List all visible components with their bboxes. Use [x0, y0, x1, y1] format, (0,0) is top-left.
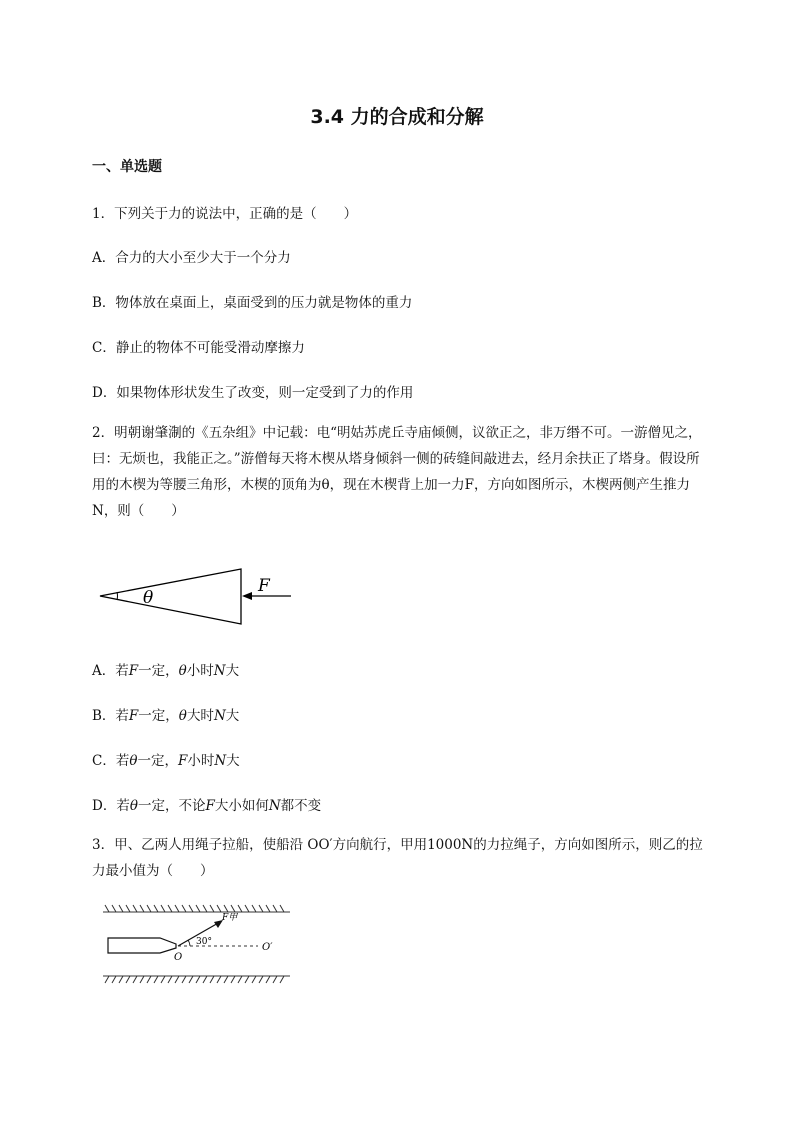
page-title: 3.4 力的合成和分解 [310, 106, 484, 128]
point-o-prime-label: O′ [262, 942, 273, 953]
q2-stem: 2．明朝谢肇淛的《五杂组》中记载：电“明姑苏虎丘寺庙倾侧，议欲正之，非万缗不可。一游僧见之，曰：无烦也，我能正之。”游僧每天将木楔从塔身倾斜一侧的砖缝间敲进去，经月余扶正了塔身。假设所用的木楔为等腰三角形，木楔的顶角为θ，现在木楔背上加一力F，方向如图所示，木楔两侧产生推力N，则（ ） [92, 425, 702, 519]
q2-option-d: D．若θ一定，不论F大小如何N都不变 [92, 798, 322, 814]
boat-figure [100, 902, 300, 987]
angle-arc-30 [188, 940, 190, 946]
angle-label: θ [143, 588, 154, 608]
force-label: F [258, 576, 270, 596]
angle-30-label: 30° [196, 937, 212, 947]
q1-option-d: D．如果物体形状发生了改变，则一定受到了力的作用 [92, 385, 414, 401]
q1-option-a: A．合力的大小至少大于一个分力 [92, 250, 291, 266]
bottom-bank [103, 976, 290, 983]
q2-option-c: C．若θ一定，F小时N大 [92, 753, 240, 769]
q1-option-c: C．静止的物体不可能受滑动摩擦力 [92, 340, 305, 356]
top-bank [103, 905, 290, 912]
q1-stem: 1．下列关于力的说法中，正确的是（ ） [92, 206, 358, 222]
boat-hull [108, 938, 176, 953]
wedge-triangle [100, 569, 241, 624]
q1-option-b: B．物体放在桌面上，桌面受到的压力就是物体的重力 [92, 295, 413, 311]
wedge-figure [95, 565, 315, 635]
force-jia-label: F甲 [222, 913, 238, 923]
q2-option-b: B．若F一定，θ大时N大 [92, 708, 240, 724]
force-arrowhead [242, 592, 252, 600]
section-heading: 一、单选题 [92, 159, 162, 175]
q2-option-a: A．若F一定，θ小时N大 [92, 663, 240, 679]
point-o-label: O [174, 952, 183, 963]
q3-stem: 3．甲、乙两人用绳子拉船，使船沿 OO′方向航行，甲用1000N的力拉绳子，方向如图所示，则乙的拉力最小值为（ ） [92, 837, 703, 879]
